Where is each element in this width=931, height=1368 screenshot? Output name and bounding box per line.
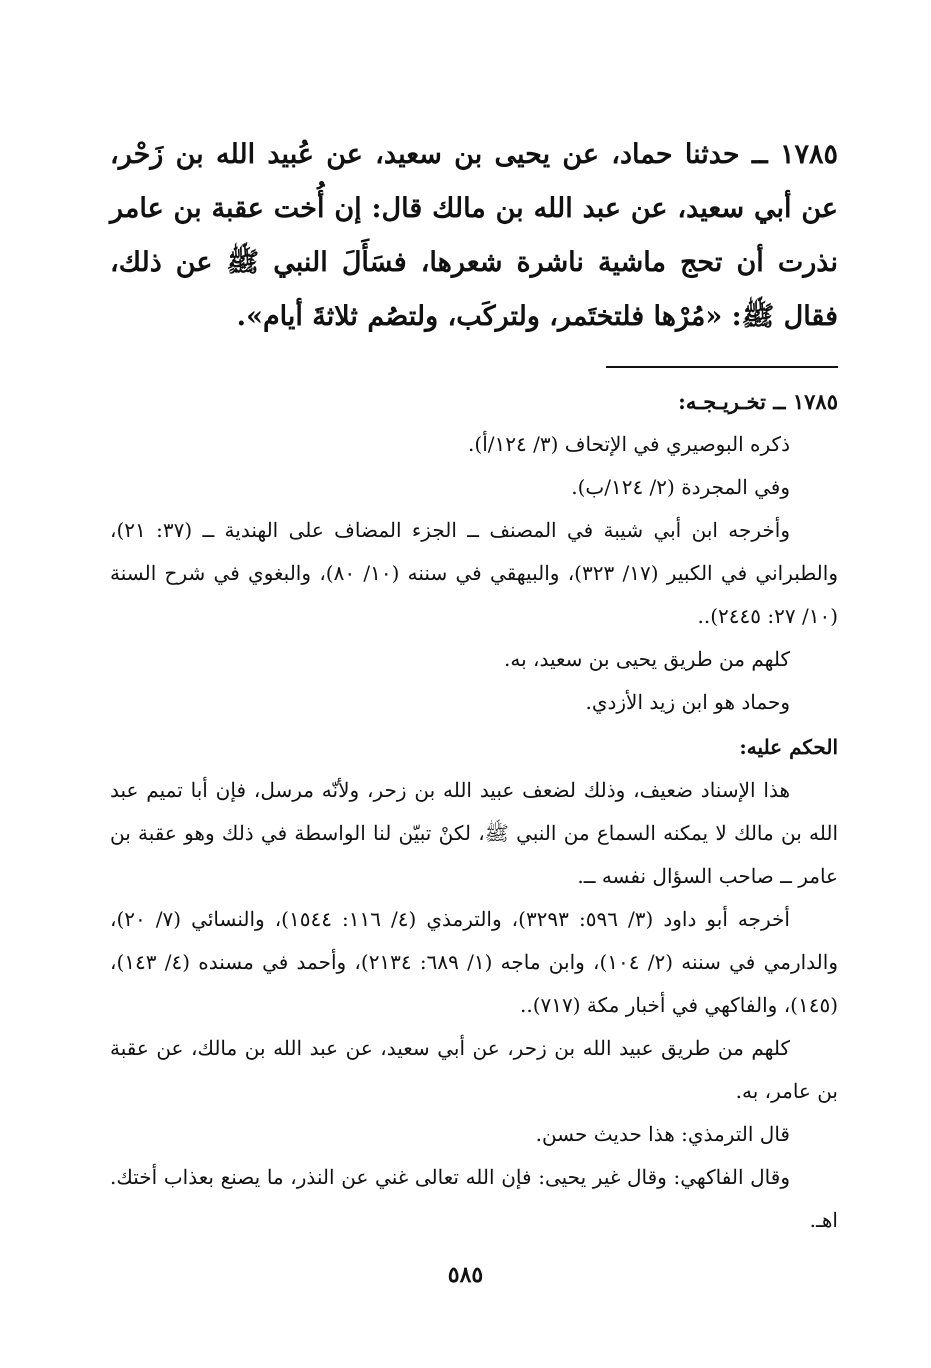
footnote-separator (606, 366, 838, 368)
page-number: ٥٨٥ (447, 1262, 484, 1288)
hukm-paragraph: هذا الإسناد ضعيف، وذلك لضعف عبيد الله بن زحر، ولأنّه مرسل، فإن أبا تميم عبد الله بن مالك لا يمكنه السماع من النبي ﷺ، لكنْ تبيّن لنا الواسطة في ذلك وهو عقبة بن عامر ــ صاحب السؤال نفسه ــ. (110, 778, 838, 888)
takhrij-paragraph: وفي المجردة (٢/ ١٢٤/ب). (571, 475, 790, 499)
hukm-paragraph: وقال الفاكهي: وقال غير يحيى: فإن الله تعالى غني عن النذر، ما يصنع بعذاب أختك. اهـ. (110, 1165, 838, 1232)
hukm-paragraph: كلهم من طريق عبيد الله بن زحر، عن أبي سعيد، عن عبد الله بن مالك، عن عقبة بن عامر، به. (110, 1036, 838, 1103)
hukm-paragraph: قال الترمذي: هذا حديث حسن. (535, 1122, 790, 1146)
hukm-heading: الحكم عليه: (739, 735, 838, 759)
takhrij-paragraph: كلهم من طريق يحيى بن سعيد، به. (504, 647, 790, 671)
hukm-paragraph: أخرجه أبو داود (٣/ ٥٩٦: ٣٢٩٣)، والترمذي (٤/ ١١٦: ١٥٤٤)، والنسائي (٧/ ٢٠)، والدارمي في سننه (٢/ ١٠٤)، وابن ماجه (١/ ٦٨٩: ٢١٣٤)، وأحمد في مسنده (٤/ ١٤٣)، (١٤٥)، والفاكهي في أخبار مكة (٧١٧).. (110, 907, 838, 1017)
takhrij-paragraph: وحماد هو ابن زيد الأزدي. (585, 690, 790, 714)
takhrij-paragraph: وأخرجه ابن أبي شيبة في المصنف ــ الجزء المضاف على الهندية ــ (٣٧: ٢١)، والطبراني في الكبير (١٧/ ٣٢٣)، والبيهقي في سننه (١٠/ ٨٠)، والبغوي في شرح السنة (١٠/ ٢٧: ٢٤٤٥).. (110, 518, 838, 628)
hadith-text (110, 128, 838, 344)
takhrij-heading: ١٧٨٥ ــ تخـريـجـه: (678, 389, 838, 414)
takhrij-section (110, 380, 838, 1242)
page-body (110, 128, 838, 1242)
takhrij-paragraph: ذكره البوصيري في الإتحاف (٣/ ١٢٤/أ). (468, 432, 790, 456)
hadith-paragraph: ١٧٨٥ ــ حدثنا حماد، عن يحيى بن سعيد، عن عُبيد الله بن زَحْر، عن أبي سعيد، عن عبد الله بن مالك قال: إن أُخت عقبة بن عامر نذرت أن تحج ماشية ناشرة شعرها، فسَأَلَ النبي ﷺ عن ذلك، فقال ﷺ: «مُرْها فلتختَمر، ولتركَب، ولتصُم ثلاثةَ أيام». (110, 139, 838, 332)
